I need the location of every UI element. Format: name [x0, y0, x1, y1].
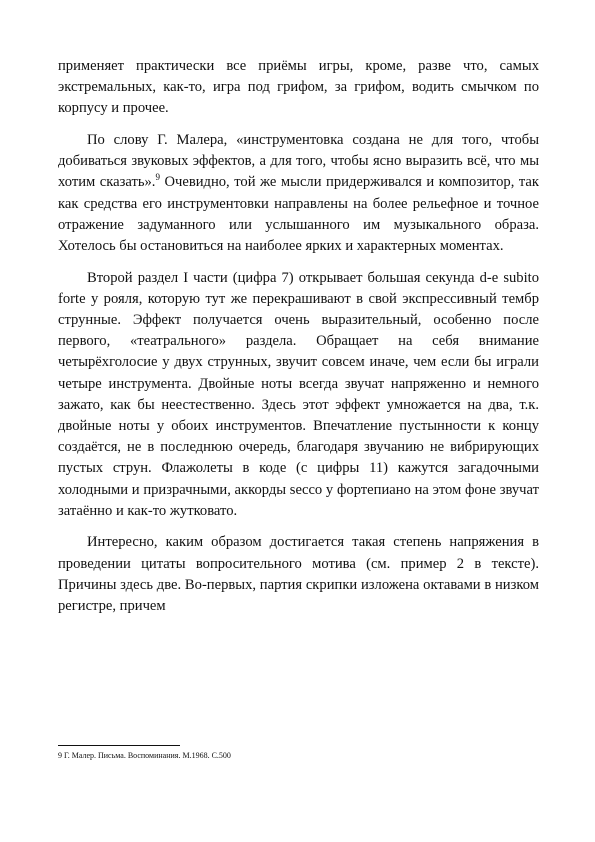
- footnote-text: Г. Малер. Письма. Воспоминания. М.1968. С.500: [64, 751, 231, 760]
- paragraph-4: Интересно, каким образом достигается такая степень напряжения в проведении цитаты вопросительного мотива (см. пример 2 в тексте). Причины здесь две. Во-первых, партия скрипки изложена октавами в низком регистре, причем: [58, 534, 539, 615]
- paragraph-3: Второй раздел I части (цифра 7) открывает большая секунда d-e subito forte у рояля, которую тут же перекрашивают в свой экспрессивный тембр струнные. Эффект получается очень выразительный, особенно после первого, «театрального» раздела. Обращает на себя внимание четырёхголосие у двух струнных, звучит совсем иначе, чем если бы играли четыре инструмента. Двойные ноты всегда звучат напряженно и немного зажато, как бы неестественно. Здесь этот эффект умножается на два, т.к. двойные ноты у обоих инструментов. Впечатление пустынности к концу создаётся, не в последнюю очередь, благодаря звучанию не вибрирующих пустых струн. Флажолеты в коде (с цифры 11) кажутся загадочными холодными и призрачными, аккорды secco у фортепиано на этом фоне звучат затаённо и как-то жутковато.: [58, 269, 539, 519]
- footnote-separator: [58, 745, 180, 746]
- body-text: [58, 56, 539, 628]
- footnote-reference: 9: [155, 172, 160, 183]
- paragraph-2-continuation: Очевидно, той же мысли придерживался и композитор, так как средства его инструментовки направлены на более рельефное и точное отражение задуманного или услышанного им музыкального образа. Хотелось бы остановиться на наиболее ярких и характерных моментах.: [58, 174, 539, 255]
- footnote: [58, 751, 539, 761]
- mahler-quote: По слову Г. Малера, «инструментовка создана не для того, чтобы добиваться звуковых эффектов, а для того, чтобы ясно выразить всё, что мы хотим сказать».: [58, 132, 539, 191]
- paragraph-1: применяет практически все приёмы игры, кроме, разве что, самых экстремальных, как-то, игра под грифом, за грифом, водить смычком по корпусу и прочее.: [58, 58, 539, 117]
- footnote-number: 9: [58, 751, 62, 760]
- paragraph-2: [58, 130, 539, 257]
